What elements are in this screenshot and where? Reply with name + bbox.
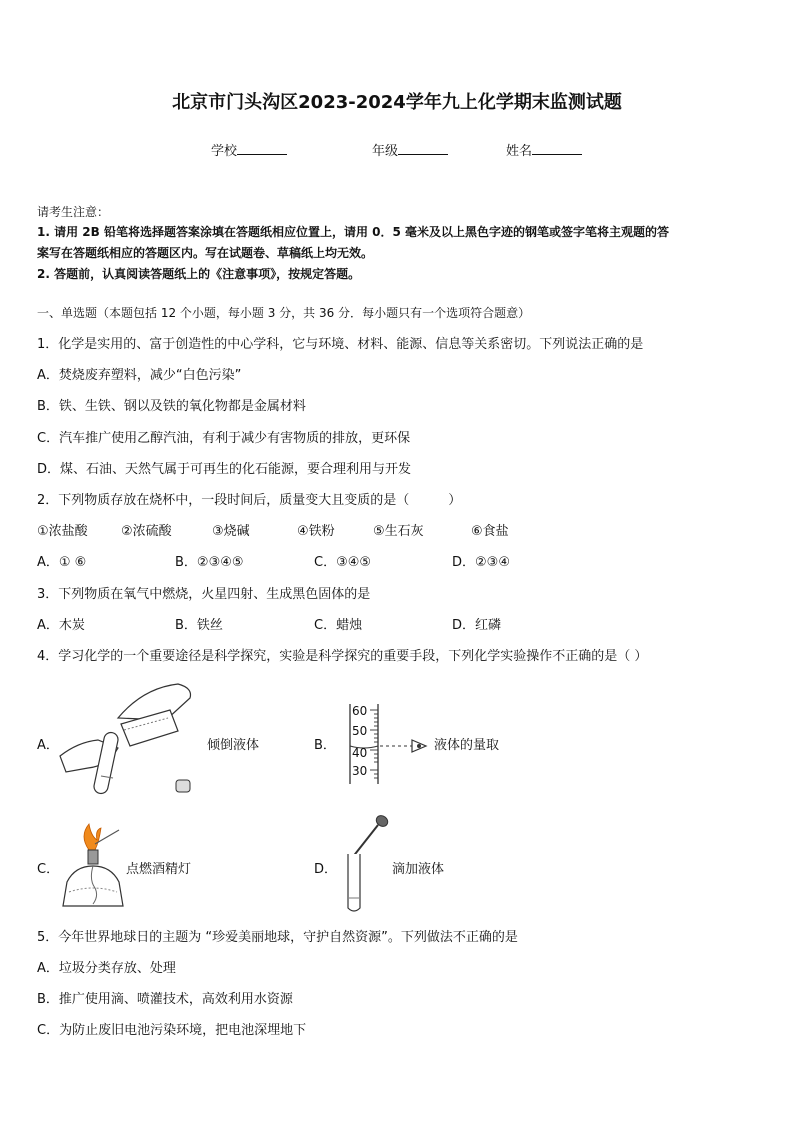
pouring-liquid-illustration xyxy=(58,676,208,801)
question-2-item: ⑥食盐 xyxy=(471,524,509,539)
question-1-option-a: A．焚烧废弃塑料，减少“白色污染” xyxy=(37,368,242,383)
question-2-option-a: A．① ⑥ xyxy=(37,555,87,570)
question-2-option-b: B．②③④⑤ xyxy=(175,555,244,570)
question-2-item: ③烧碱 xyxy=(212,524,250,539)
notice-heading: 请考生注意： xyxy=(37,205,110,219)
question-4-option-d-caption: 滴加液体 xyxy=(392,862,445,877)
cylinder-tick-label: 40 xyxy=(352,746,368,760)
question-2-item: ②浓硫酸 xyxy=(121,524,172,539)
question-1-option-c: C．汽车推广使用乙醇汽油，有利于减少有害物质的排放，更环保 xyxy=(37,431,411,446)
name-field: 姓名 xyxy=(506,140,582,159)
alcohol-lamp-illustration xyxy=(55,822,135,914)
section-heading: 一、单选题（本题包括 12 个小题，每小题 3 分，共 36 分．每小题只有一个选项符合题意） xyxy=(37,306,531,320)
question-2-option-d: D．②③④ xyxy=(452,555,510,570)
question-4-option-c-caption: 点燃酒精灯 xyxy=(126,862,192,877)
question-4-option-b-label: B． xyxy=(314,738,336,753)
question-2-item: ①浓盐酸 xyxy=(37,524,88,539)
grade-field: 年级 xyxy=(372,140,448,159)
cylinder-tick-label: 60 xyxy=(352,704,368,718)
question-1-stem: 1．化学是实用的、富于创造性的中心学科，它与环境、材料、能源、信息等关系密切。下列说法正确的是 xyxy=(37,337,644,352)
dropper-illustration xyxy=(340,814,390,916)
question-4-option-d-label: D． xyxy=(314,862,338,877)
question-1-option-d: D．煤、石油、天然气属于可再生的化石能源，要合理利用与开发 xyxy=(37,462,412,477)
question-2-item: ④铁粉 xyxy=(297,524,335,539)
question-4-stem: 4．学习化学的一个重要途径是科学探究，实验是科学探究的重要手段，下列化学实验操作不正确的是（ ） xyxy=(37,649,648,664)
notice-line-1: 1. 请用 2B 铅笔将选择题答案涂填在答题纸相应位置上，请用 0．5 毫米及以上黑色字迹的钢笔或签字笔将主观题的答 xyxy=(37,225,669,239)
question-1-option-b: B．铁、生铁、钢以及铁的氧化物都是金属材料 xyxy=(37,399,306,414)
cylinder-tick-label: 50 xyxy=(352,724,368,738)
question-3-option-a: A．木炭 xyxy=(37,618,85,633)
cylinder-tick-label: 30 xyxy=(352,764,368,778)
question-3-option-d: D．红磷 xyxy=(452,618,502,633)
question-3-option-c: C．蜡烛 xyxy=(314,618,363,633)
question-4-option-c-label: C． xyxy=(37,862,60,877)
question-5-stem: 5．今年世界地球日的主题为 “珍爱美丽地球，守护自然资源”。下列做法不正确的是 xyxy=(37,930,518,945)
question-3-stem: 3．下列物质在氧气中燃烧，火星四射、生成黑色固体的是 xyxy=(37,587,371,602)
question-4-option-b-caption: 液体的量取 xyxy=(434,738,500,753)
question-5-option-a: A．垃圾分类存放、处理 xyxy=(37,961,176,976)
question-4-option-a-caption: 倾倒液体 xyxy=(207,738,260,753)
question-2-option-c: C．③④⑤ xyxy=(314,555,372,570)
notice-line-1b: 案写在答题纸相应的答题区内。写在试题卷、草稿纸上均无效。 xyxy=(37,246,374,260)
question-2-stem: 2．下列物质存放在烧杯中，一段时间后，质量变大且变质的是（ ） xyxy=(37,493,462,508)
question-2-item: ⑤生石灰 xyxy=(373,524,424,539)
question-5-option-c: C．为防止废旧电池污染环境，把电池深埋地下 xyxy=(37,1023,307,1038)
question-4-option-a-label: A． xyxy=(37,738,59,753)
page-title: 北京市门头沟区2023-2024学年九上化学期末监测试题 xyxy=(172,92,622,113)
notice-line-2: 2. 答题前，认真阅读答题纸上的《注意事项》，按规定答题。 xyxy=(37,267,361,281)
school-field: 学校 xyxy=(211,140,287,159)
question-3-option-b: B．铁丝 xyxy=(175,618,223,633)
question-5-option-b: B．推广使用滴、喷灌技术，高效利用水资源 xyxy=(37,992,293,1007)
